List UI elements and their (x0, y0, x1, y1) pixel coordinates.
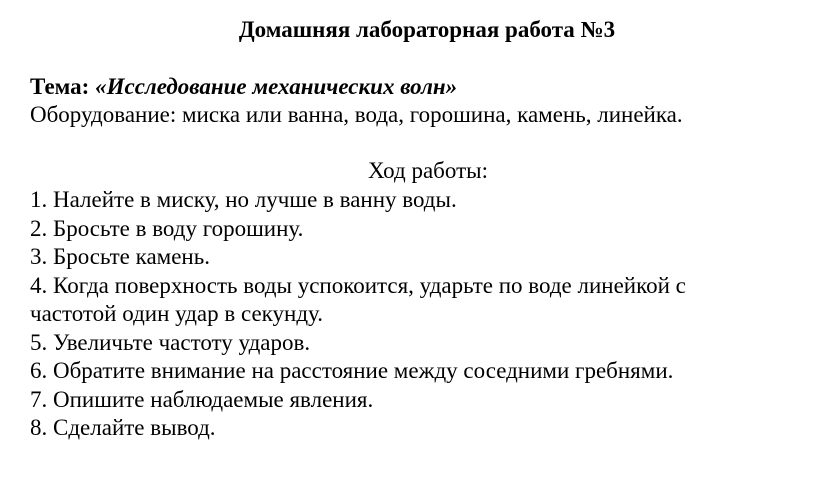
progress-heading: Ход работы: (368, 158, 488, 183)
step-item: 6. Обратите внимание на расстояние между соседними гребнями. (30, 358, 674, 383)
topic-value: «Исследование механических волн» (95, 74, 458, 99)
step-item: 4. Когда поверхность воды успокоится, ударьте по воде линейкой с частотой один удар в секунду. (30, 272, 686, 326)
document-title: Домашняя лабораторная работа №3 (238, 17, 616, 42)
topic-line (30, 73, 800, 102)
step-item: 1. Налейте в миску, но лучше в ванну воды. (30, 187, 457, 212)
step-item: 3. Бросьте камень. (30, 244, 210, 269)
steps-list (30, 186, 770, 443)
equipment-line: Оборудование: миска или ванна, вода, горошина, камень, линейка. (30, 102, 683, 127)
step-item: 7. Опишите наблюдаемые явления. (30, 386, 374, 412)
step-item: 8. Сделайте вывод. (30, 415, 216, 440)
topic-label: Тема: (30, 74, 96, 99)
step-item: 5. Увеличьте частоту ударов. (30, 329, 311, 355)
step-item: 2. Бросьте в воду горошину. (30, 215, 304, 241)
